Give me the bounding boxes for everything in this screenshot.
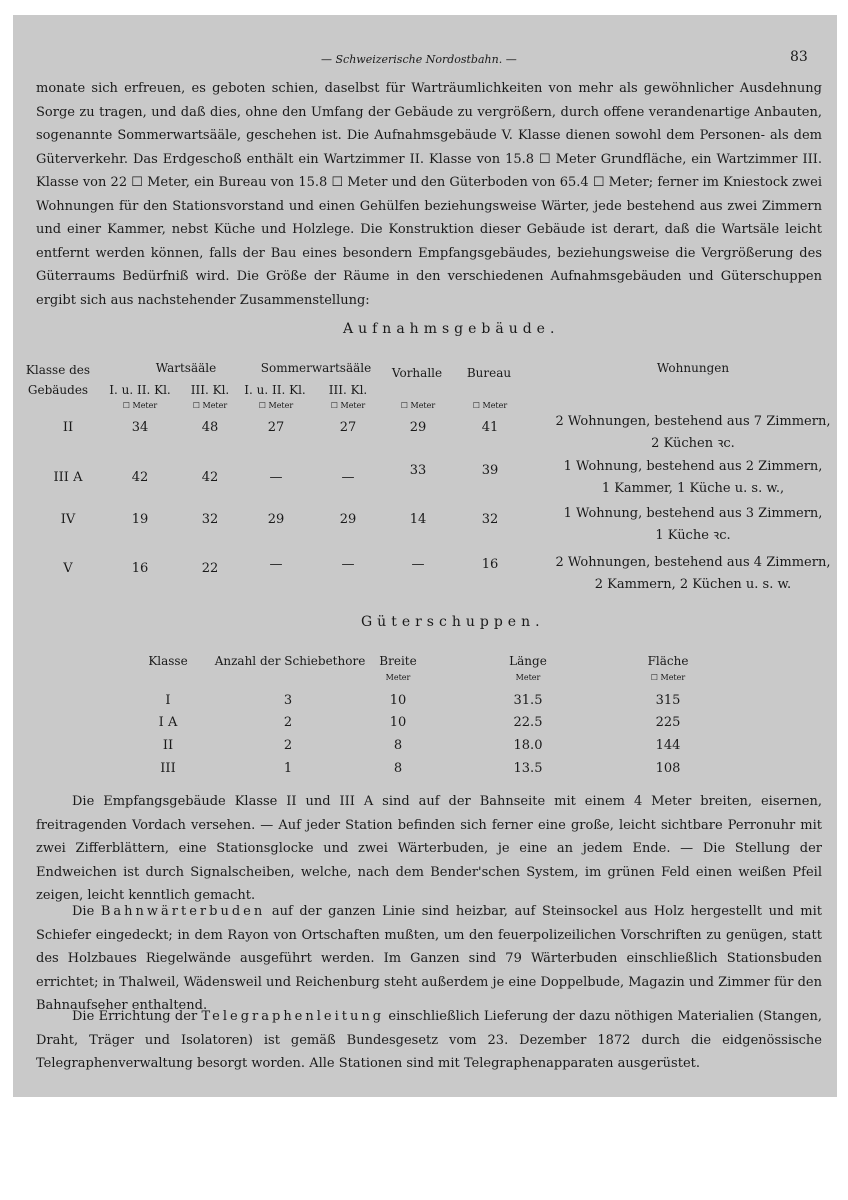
cell-s3: 27	[339, 420, 357, 435]
cell-vorhalle: 14	[409, 512, 427, 527]
cell-w12: 19	[131, 512, 149, 527]
g-cell-breite: 8	[393, 761, 403, 776]
header-wohnungen: Wohnungen	[656, 361, 730, 375]
g-header-anzahl: Anzahl der Schiebethore	[214, 654, 366, 668]
sub-sommer-3: III. Kl.	[328, 383, 368, 397]
unit-bureau: ☐ Meter	[472, 401, 508, 410]
wohnungen-line2: 2 Küchen ꝛc.	[651, 436, 735, 451]
cell-w3: 22	[201, 561, 219, 576]
telegraph-text	[36, 1005, 822, 1076]
header-vorhalle: Vorhalle	[391, 366, 443, 380]
header-klasse-line2: Gebäudes	[27, 383, 89, 397]
cell-w3: 42	[201, 470, 219, 485]
g-cell-flaeche: 315	[655, 693, 681, 708]
telegraph-spaced: Telegraphenleitung	[201, 1009, 385, 1024]
cell-w3: 32	[201, 512, 219, 527]
g-cell-flaeche: 108	[655, 761, 681, 776]
unit-s12: ☐ Meter	[258, 401, 294, 410]
cell-s12: —	[269, 557, 283, 572]
telegraph-lead: Die Errichtung der	[72, 1009, 198, 1024]
g-header-laenge: Länge	[509, 654, 547, 668]
sub-sommer-1-2: I. u. II. Kl.	[244, 383, 306, 397]
g-cell-anzahl: 2	[283, 715, 293, 730]
intro-text: monate sich erfreuen, es geboten schien, daselbst für Warträumlichkeiten von mehr als gewöhnlicher Ausdehnung Sorge zu tragen, und daß dies, ohne den Umfang der Gebäude zu vergrößern, durch offene verandenartige Anbauten, sogenannte Sommerwartsääle, geschehen ist. Die Aufnahmsgebäude V. Klasse dienen sowohl dem Personen- als dem Güterverkehr. Das Erdgeschoß enthält ein Wartzimmer II. Klasse von 15.8 ☐ Meter Grundfläche, ein Wartzimmer III. Klasse von 22 ☐ Meter, ein Bureau von 15.8 ☐ Meter und den Güterboden von 65.4 ☐ Meter; ferner im Kniestock zwei Wohnungen für den Stationsvorstand und einen Gehülfen beziehungsweise Wärter, jede bestehend aus zwei Zimmern und einer Kammer, nebst Küche und Holzlege. Die Konstruktion dieser Gebäude ist derart, daß die Wartsäle leicht entfernt werden können, falls der Bau eines besondern Empfangsgebäudes, beziehungsweise die Vergrößerung des Güterraums Bedürfniß wird. Die Größe der Räume in den verschiedenen Aufnahmsgebäuden und Güterschuppen ergibt sich aus nachstehender Zusammenstellung:	[36, 81, 822, 308]
g-header-flaeche: Fläche	[647, 654, 689, 668]
cell-klasse: II	[62, 420, 74, 435]
g-cell-flaeche: 144	[655, 738, 681, 753]
waerterbuden-paragraph	[36, 900, 822, 1018]
cell-bureau: 16	[481, 557, 499, 572]
empfang-paragraph	[36, 790, 822, 908]
sub-wartsaal-1-2: I. u. II. Kl.	[109, 383, 171, 397]
unit-w12: ☐ Meter	[122, 401, 158, 410]
g-cell-klasse: III	[160, 761, 176, 776]
wohnungen-line2: 1 Kammer, 1 Küche u. s. w.,	[601, 481, 785, 496]
g-cell-flaeche: 225	[655, 715, 681, 730]
sub-wartsaal-3: III. Kl.	[190, 383, 230, 397]
g-unit-breite: Meter	[385, 673, 411, 682]
wohnungen-line1: 1 Wohnung, bestehend aus 3 Zimmern,	[563, 506, 823, 521]
wohnungen-line1: 2 Wohnungen, bestehend aus 4 Zimmern,	[555, 555, 831, 570]
wohnungen-line1: 2 Wohnungen, bestehend aus 7 Zimmern,	[555, 414, 831, 429]
running-title: — Schweizerische Nordostbahn. —	[321, 53, 517, 66]
waerterbuden-text	[36, 900, 822, 1018]
g-unit-flaeche: ☐ Meter	[650, 673, 686, 682]
cell-wohnungen	[553, 411, 833, 455]
cell-s3: —	[341, 557, 355, 572]
cell-s12: 27	[267, 420, 285, 435]
cell-bureau: 32	[481, 512, 499, 527]
page-header	[13, 49, 837, 69]
cell-bureau: 41	[481, 420, 499, 435]
g-cell-laenge: 13.5	[513, 761, 543, 776]
cell-s3: 29	[339, 512, 357, 527]
g-cell-breite: 8	[393, 738, 403, 753]
cell-s12: —	[269, 470, 283, 485]
cell-wohnungen	[553, 552, 833, 596]
wohnungen-line1: 1 Wohnung, bestehend aus 2 Zimmern,	[563, 459, 823, 474]
g-cell-klasse: II	[162, 738, 174, 753]
g-cell-breite: 10	[389, 693, 407, 708]
cell-klasse: V	[63, 561, 73, 576]
g-cell-anzahl: 2	[283, 738, 293, 753]
header-bureau: Bureau	[466, 366, 512, 380]
waerter-rest: auf der ganzen Linie sind heizbar, auf Steinsockel aus Holz hergestellt und mit Schiefer eingedeckt; in dem Rayon von Ortschaften mußten, um den feuerpolizeilichen Vorschriften zu genügen, statt des Holzbaues Riegelwände ausgeführt werden. Im Ganzen sind 79 Wärterbuden einschließlich Stationsbuden errichtet; in Thalweil, Wädensweil und Reichenburg steht außerdem je eine Doppelbude, Magazin und Zimmer für den Bahnaufseher enthaltend.	[36, 904, 822, 1013]
header-klasse	[23, 362, 93, 398]
cell-klasse: IV	[60, 512, 76, 527]
intro-paragraph	[36, 77, 822, 312]
telegraph-rest: einschließlich Lieferung der dazu nöthigen Materialien (Stangen, Draht, Träger und Isolatoren) ist gemäß Bundesgesetz vom 23. Dezember 1872 durch die eidgenössische Telegraphenverwaltung besorgt worden. Alle Stationen sind mit Telegraphenapparaten ausgerüstet.	[36, 1009, 822, 1071]
waerter-lead: Die	[72, 904, 95, 919]
cell-wohnungen	[553, 503, 833, 547]
cell-w3: 48	[201, 420, 219, 435]
g-header-klasse: Klasse	[148, 654, 188, 668]
cell-bureau: 39	[481, 463, 499, 478]
cell-w12: 16	[131, 561, 149, 576]
g-cell-breite: 10	[389, 715, 407, 730]
g-cell-laenge: 31.5	[513, 693, 543, 708]
cell-s12: 29	[267, 512, 285, 527]
unit-vorhalle: ☐ Meter	[400, 401, 436, 410]
unit-s3: ☐ Meter	[330, 401, 366, 410]
waerter-spaced: Bahnwärterbuden	[100, 904, 266, 919]
empfang-text: Die Empfangsgebäude Klasse II und III A sind auf der Bahnseite mit einem 4 Meter breiten, eisernen, freitragenden Vordach versehen. — Auf jeder Station befinden sich ferner eine große, leicht sichtbare Perronuhr mit zwei Zifferblättern, eine Stationsglocke und zwei Wärterbuden, je eine an jedem Ende. — Die Stellung der Endweichen ist durch Signalscheiben, welche, nach dem Bender'schen System, im grünen Feld einen weißen Pfeil zeigen, leicht kenntlich gemacht.	[36, 794, 822, 903]
cell-w12: 42	[131, 470, 149, 485]
g-cell-laenge: 22.5	[513, 715, 543, 730]
cell-wohnungen	[553, 456, 833, 500]
cell-s3: —	[341, 470, 355, 485]
header-wartsaele: Wartsääle	[155, 361, 217, 375]
cell-klasse: III A	[53, 470, 83, 485]
cell-vorhalle: —	[411, 557, 425, 572]
header-sommer: Sommerwartsääle	[260, 361, 372, 375]
gueterschuppen-title: Güterschuppen.	[361, 614, 545, 630]
header-klasse-line1: Klasse des	[25, 363, 91, 377]
g-cell-anzahl: 1	[283, 761, 293, 776]
book-page	[13, 15, 837, 1097]
g-cell-anzahl: 3	[283, 693, 293, 708]
g-unit-laenge: Meter	[515, 673, 541, 682]
cell-w12: 34	[131, 420, 149, 435]
wohnungen-line2: 2 Kammern, 2 Küchen u. s. w.	[594, 577, 792, 592]
cell-vorhalle: 33	[409, 463, 427, 478]
g-cell-laenge: 18.0	[513, 738, 543, 753]
page-number: 83	[790, 49, 808, 65]
telegraph-paragraph	[36, 1005, 822, 1076]
unit-w3: ☐ Meter	[192, 401, 228, 410]
g-header-breite: Breite	[379, 654, 417, 668]
wohnungen-line2: 1 Küche ꝛc.	[655, 528, 731, 543]
cell-vorhalle: 29	[409, 420, 427, 435]
aufnahmsgebaeude-title: Aufnahmsgebäude.	[343, 321, 560, 337]
g-cell-klasse: I A	[158, 715, 178, 730]
g-cell-klasse: I	[165, 693, 171, 708]
